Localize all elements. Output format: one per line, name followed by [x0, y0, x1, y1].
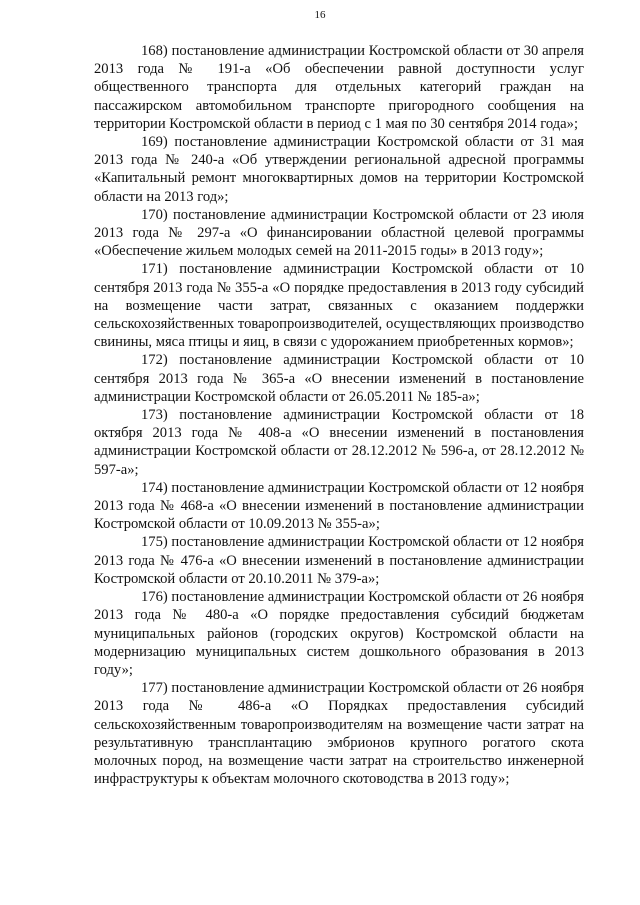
- list-item-175: 175) постановление администрации Костромской области от 12 ноября 2013 года № 476-а «О внесении изменений в постановление администрации Костромской области от 20.10.2011 № 379-а»;: [94, 534, 584, 587]
- document-body: [94, 42, 584, 788]
- list-item-177: 177) постановление администрации Костромской области от 26 ноября 2013 года № 486-а «О Порядках предоставления субсидий сельскохозяйственным товаропроизводителям на возмещение части затрат на результативную трансплантацию эмбрионов крупного рогатого скота молочных пород, на возмещение части затрат на строительство инженерной инфраструктуры к объектам молочного скотоводства в 2013 году»;: [94, 680, 584, 788]
- list-item-170: 170) постановление администрации Костромской области от 23 июля 2013 года № 297-а «О финансировании областной целевой программы «Обеспечение жильем молодых семей на 2011-2015 годы» в 2013 году»;: [94, 206, 584, 260]
- list-item-168: 168) постановление администрации Костромской области от 30 апреля 2013 года № 191-а «Об обеспечении равной доступности услуг общественного транспорта для отдельных категорий граждан на пассажирском автомобильном транспорте пригородного сообщения на территории Костромской области в период с 1 мая по 30 сентября 2014 года»;: [94, 43, 584, 132]
- list-item-174: 174) постановление администрации Костромской области от 12 ноября 2013 года № 468-а «О внесении изменений в постановление администрации Костромской области от 10.09.2013 № 355-а»;: [94, 479, 584, 533]
- list-item-169: 169) постановление администрации Костромской области от 31 мая 2013 года № 240-а «Об утверждении региональной адресной программы «Капитальный ремонт многоквартирных домов на территории Костромской области на 2013 год»;: [94, 134, 584, 205]
- list-item-171: 171) постановление администрации Костромской области от 10 сентября 2013 года № 355-а «О порядке предоставления в 2013 году субсидий на возмещение части затрат, связанных с оказанием поддержки сельскохозяйственных товаропроизводителей, осуществляющих производство свинины, мяса птицы и яиц, в связи с удорожанием приобретенных кормов»;: [94, 261, 584, 351]
- page-number: 16: [314, 9, 326, 21]
- list-item-176: 176) постановление администрации Костромской области от 26 ноября 2013 года № 480-а «О порядке предоставления субсидий бюджетам муниципальных районов (городских округов) Костромской области на модернизацию муниципальных систем дошкольного образования в 2013 году»;: [94, 589, 584, 678]
- list-item-172: 172) постановление администрации Костромской области от 10 сентября 2013 года № 365-а «О внесении изменений в постановление администрации Костромской области от 26.05.2011 № 185-а»;: [94, 352, 584, 405]
- list-item-173: 173) постановление администрации Костромской области от 18 октября 2013 года № 408-а «О внесении изменений в постановления администрации Костромской области от 28.12.2012 № 596-а, от 28.12.2012 № 597-а»;: [94, 407, 584, 478]
